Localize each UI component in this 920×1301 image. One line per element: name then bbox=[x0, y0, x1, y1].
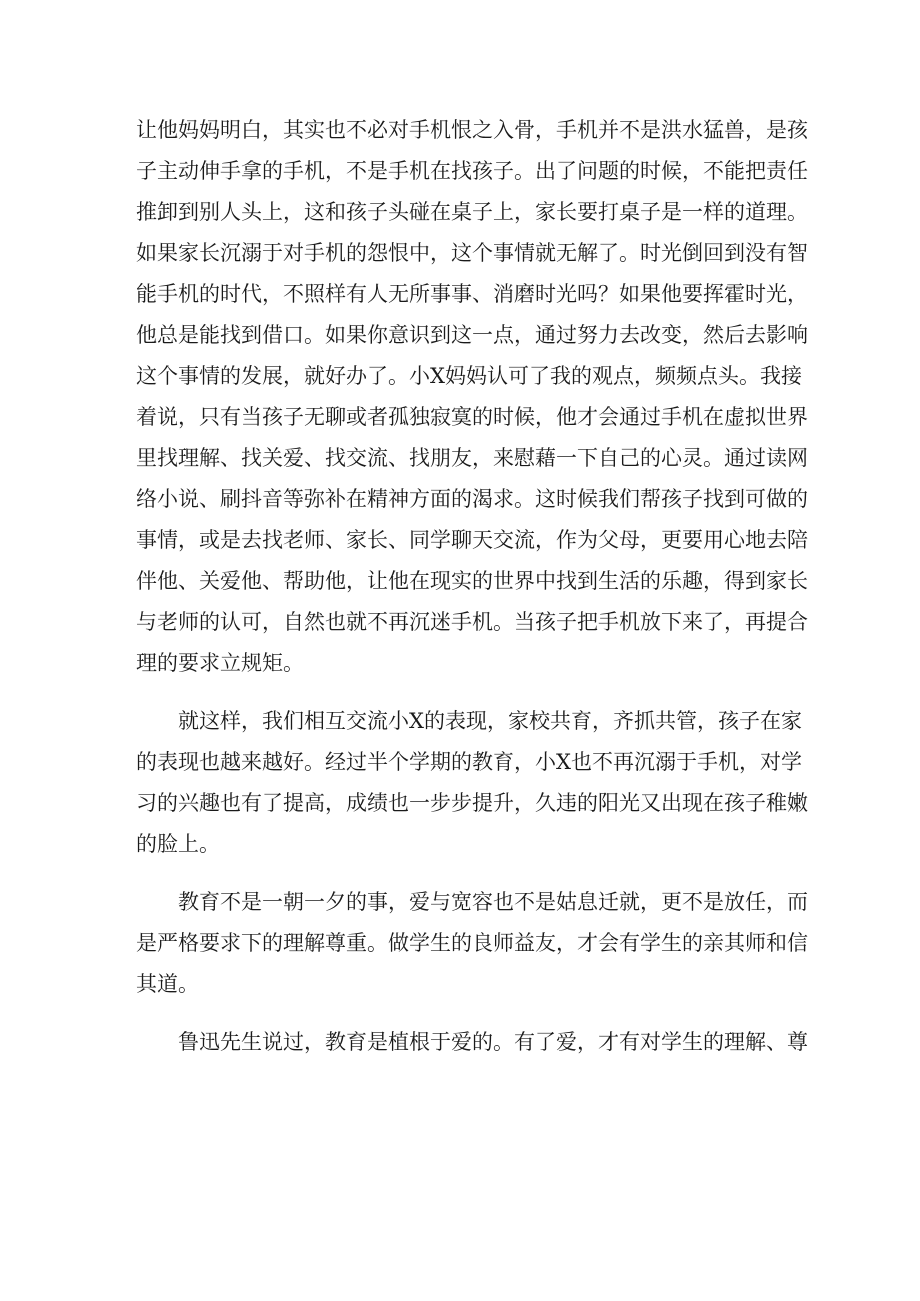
paragraph bbox=[136, 701, 808, 865]
text-line: 教育不是一朝一夕的事，爱与宽容也不是姑息迁就，更不是放任，而 bbox=[178, 890, 808, 914]
text-line: 子主动伸手拿的手机，不是手机在找孩子。出了问题的时候，不能把责任 bbox=[136, 159, 808, 183]
text-line: 的表现也越来越好。经过半个学期的教育，小X也不再沉溺于手机，对学 bbox=[136, 750, 802, 774]
text-line: 这个事情的发展，就好办了。小X妈妈认可了我的观点，频频点头。我接 bbox=[136, 364, 802, 388]
text-line: 鲁迅先生说过，教育是植根于爱的。有了爱，才有对学生的理解、尊 bbox=[178, 1030, 808, 1054]
paragraph-spacer bbox=[136, 684, 796, 701]
paragraph-spacer bbox=[136, 1005, 796, 1022]
text-line: 就这样，我们相互交流小X的表现，家校共育，齐抓共管，孩子在家 bbox=[178, 709, 802, 733]
paragraph-spacer bbox=[136, 865, 796, 882]
text-line: 他总是能找到借口。如果你意识到这一点，通过努力去改变，然后去影响 bbox=[136, 323, 808, 347]
text-line: 推卸到别人头上，这和孩子头碰在桌子上，家长要打桌子是一样的道理。 bbox=[136, 200, 808, 224]
text-line: 着说，只有当孩子无聊或者孤独寂寞的时候，他才会通过手机在虚拟世界 bbox=[136, 405, 808, 429]
text-line: 能手机的时代，不照样有人无所事事、消磨时光吗？如果他要挥霍时光， bbox=[136, 282, 808, 306]
text-line: 事情，或是去找老师、家长、同学聊天交流，作为父母，更要用心地去陪 bbox=[136, 528, 808, 552]
paragraph bbox=[136, 1022, 808, 1063]
text-line: 让他妈妈明白，其实也不必对手机恨之入骨，手机并不是洪水猛兽，是孩 bbox=[136, 118, 808, 142]
text-line: 里找理解、找关爱、找交流、找朋友，来慰藉一下自己的心灵。通过读网 bbox=[136, 446, 808, 470]
text-line: 习的兴趣也有了提高，成绩也一步步提升，久违的阳光又出现在孩子稚嫩 bbox=[136, 791, 808, 815]
text-line: 络小说、刷抖音等弥补在精神方面的渴求。这时候我们帮孩子找到可做的 bbox=[136, 487, 808, 511]
paragraph bbox=[136, 110, 808, 684]
text-line: 其道。 bbox=[136, 972, 199, 996]
text-line: 如果家长沉溺于对手机的怨恨中，这个事情就无解了。时光倒回到没有智 bbox=[136, 241, 808, 265]
document-body bbox=[136, 110, 808, 1063]
text-line: 是严格要求下的理解尊重。做学生的良师益友，才会有学生的亲其师和信 bbox=[136, 931, 808, 955]
text-line: 理的要求立规矩。 bbox=[136, 651, 304, 675]
text-line: 伴他、关爱他、帮助他，让他在现实的世界中找到生活的乐趣，得到家长 bbox=[136, 569, 808, 593]
text-line: 与老师的认可，自然也就不再沉迷手机。当孩子把手机放下来了，再提合 bbox=[136, 610, 808, 634]
text-line: 的脸上。 bbox=[136, 832, 220, 856]
paragraph bbox=[136, 882, 808, 1005]
